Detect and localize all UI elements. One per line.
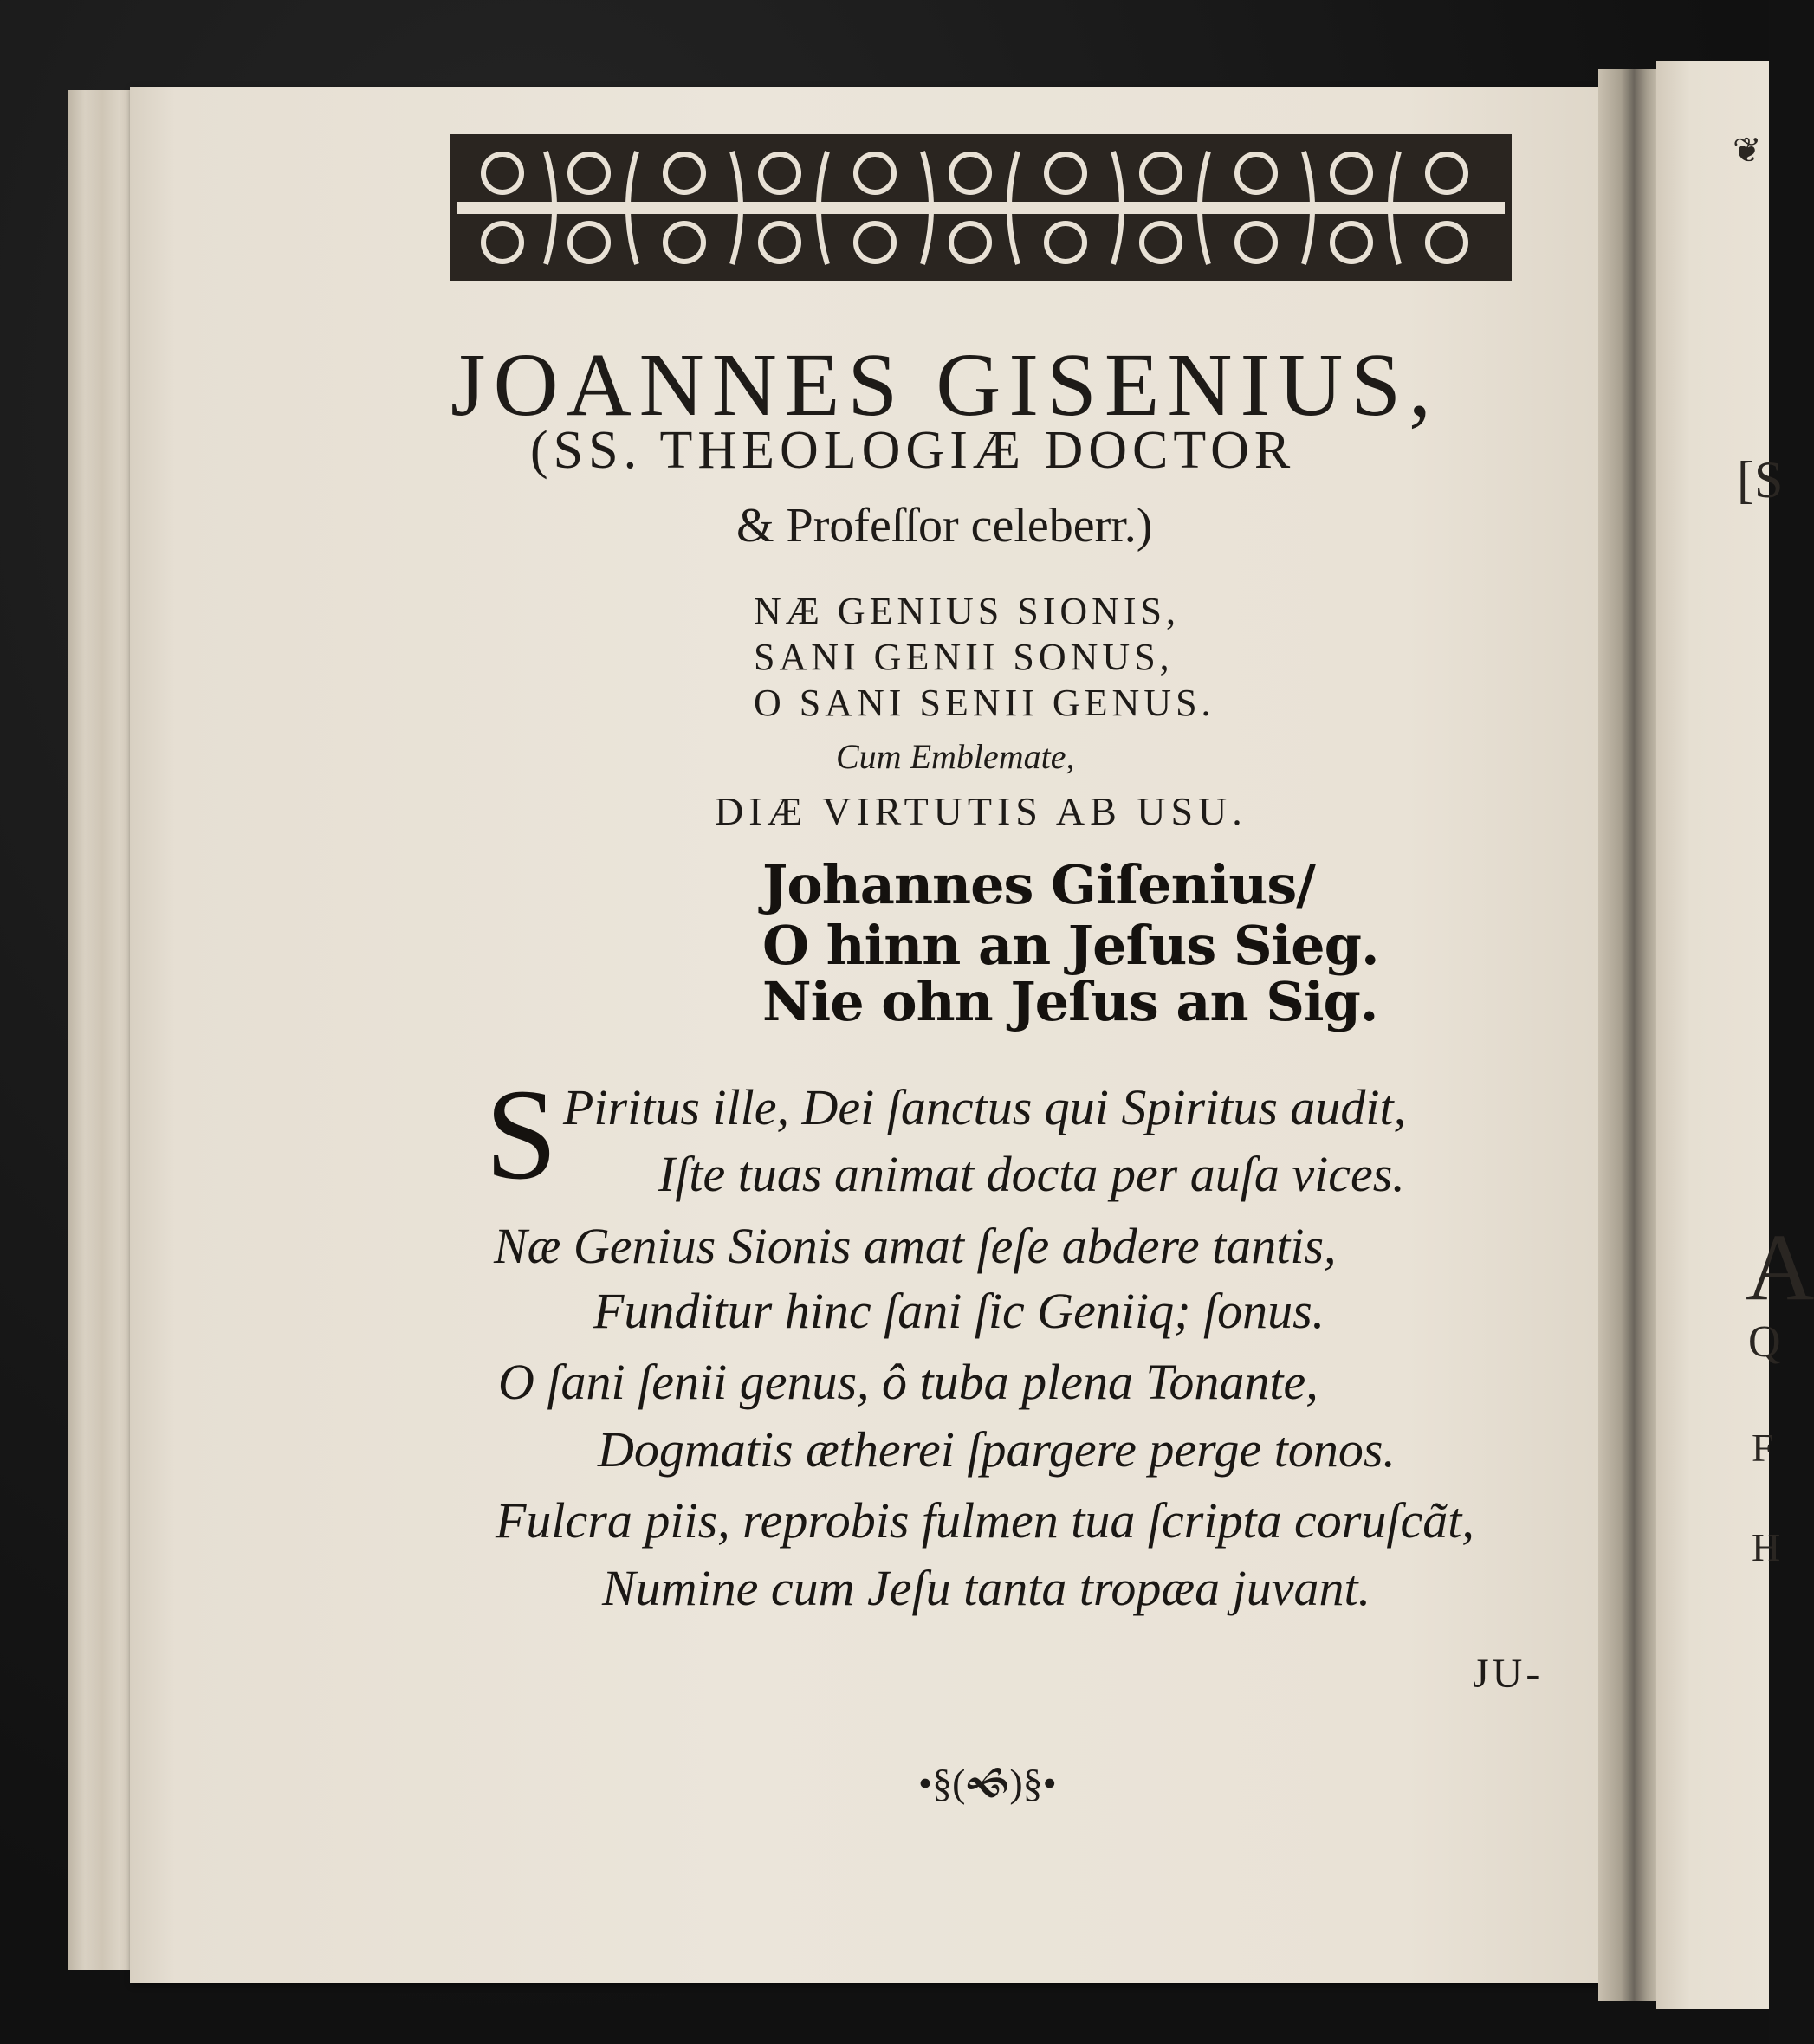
virtue-line: DIÆ VIRTUTIS AB USU. bbox=[715, 789, 1247, 833]
headpiece-ornament bbox=[450, 134, 1512, 281]
catchword: JU- bbox=[1473, 1651, 1544, 1697]
drop-cap: S bbox=[485, 1063, 558, 1206]
blackletter-line: Johannes Giſenius/ bbox=[762, 853, 1315, 916]
right-page-fragment: Q bbox=[1748, 1317, 1781, 1367]
verse-line: Dogmatis ætherei ſpargere perge tonos. bbox=[598, 1421, 1396, 1478]
verse-line: Iſte tuas animat docta per auſa vices. bbox=[658, 1146, 1405, 1202]
page-title: JOANNES GISENIUS, bbox=[450, 335, 1440, 435]
subtitle-professor: & Profeſſor celeberr.) bbox=[736, 499, 1153, 553]
anagram-line: O SANI SENII GENUS. bbox=[754, 682, 1215, 724]
emblem-label: Cum Emblemate, bbox=[836, 737, 1075, 776]
right-page bbox=[1656, 61, 1769, 2009]
blackletter-line: Nie ohn Jeſus an Sig. bbox=[762, 970, 1378, 1033]
right-page-fragment: [S bbox=[1737, 451, 1784, 508]
anagram-line: NÆ GENIUS SIONIS, bbox=[754, 590, 1181, 632]
book-gutter bbox=[1598, 69, 1663, 2001]
anagram-line: SANI GENII SONUS, bbox=[754, 636, 1174, 678]
right-page-fragment: A bbox=[1746, 1214, 1814, 1320]
verse-line: Piritus ille, Dei ſanctus qui Spiritus audit, bbox=[563, 1079, 1407, 1135]
right-page-fragment: F bbox=[1752, 1426, 1774, 1470]
blackletter-line: O hinn an Jeſus Sieg. bbox=[762, 914, 1379, 977]
right-page-ornament: ❦ bbox=[1733, 131, 1762, 170]
page-signature-mark: •§(🙜)§• bbox=[918, 1761, 1057, 1805]
verse-line: Funditur hinc ſani ſic Geniiq; ſonus. bbox=[593, 1283, 1325, 1339]
right-page-fragment: H bbox=[1752, 1525, 1781, 1569]
verse-line: Numine cum Jeſu tanta tropæa juvant. bbox=[602, 1560, 1371, 1616]
subtitle-degree: (SS. THEOLOGIÆ DOCTOR bbox=[530, 421, 1296, 480]
verse-line: O ſani ſenii genus, ô tuba plena Tonante, bbox=[498, 1354, 1318, 1410]
verse-line: Fulcra piis, reprobis fulmen tua ſcripta coruſcãt, bbox=[496, 1492, 1474, 1549]
page-stack-edge bbox=[68, 90, 138, 1970]
verse-line: Næ Genius Sionis amat ſeſe abdere tantis, bbox=[494, 1218, 1337, 1274]
